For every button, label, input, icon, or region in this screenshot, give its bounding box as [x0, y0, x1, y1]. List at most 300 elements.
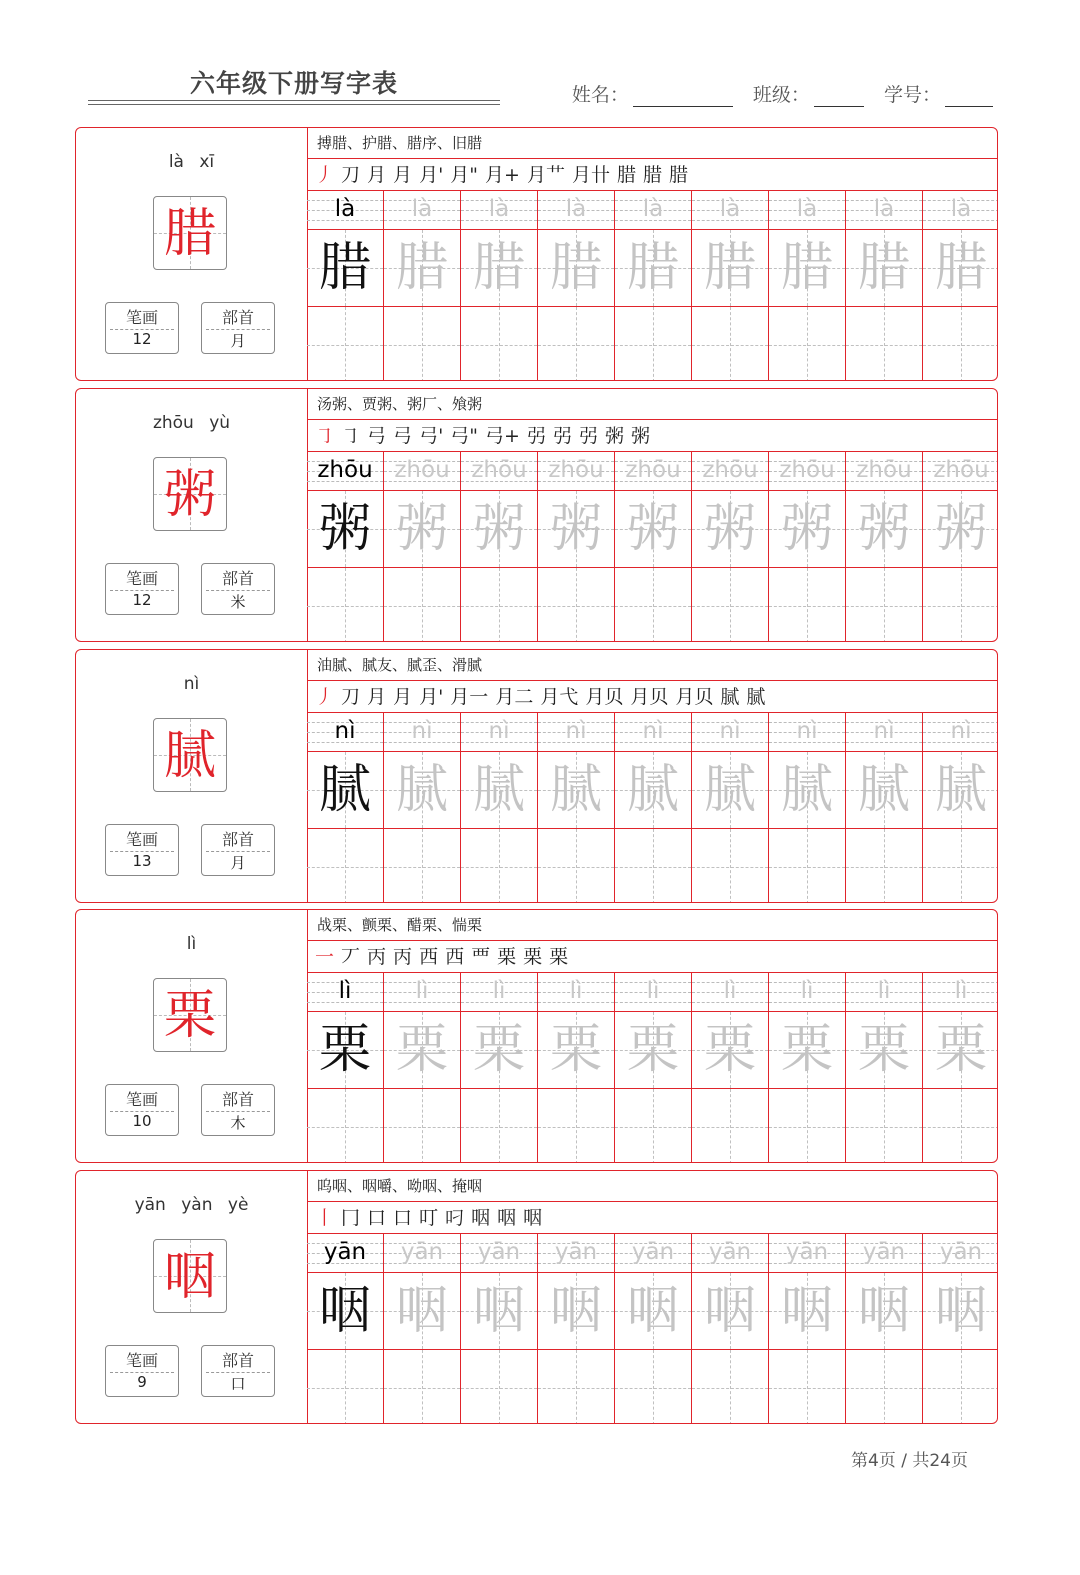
page-header: [88, 60, 998, 110]
blank-writing-cell[interactable]: [538, 1350, 615, 1424]
stroke-count-value: 10: [132, 1112, 152, 1130]
pinyin-trace: zhōu: [471, 457, 527, 483]
blank-writing-cell[interactable]: [307, 1089, 384, 1163]
pinyin-trace: yān: [939, 1239, 983, 1265]
pinyin-trace: là: [411, 196, 433, 222]
blank-writing-cell[interactable]: [846, 1350, 923, 1424]
student-fields: [558, 80, 993, 107]
stroke-step: 月: [367, 164, 387, 186]
class-label: 班级：: [752, 84, 810, 106]
blank-writing-cell[interactable]: [615, 568, 692, 642]
blank-writing-cell[interactable]: [769, 1350, 846, 1424]
blank-writing-cell[interactable]: [384, 568, 461, 642]
blank-writing-cell[interactable]: [692, 1089, 769, 1163]
character-trace: 栗: [472, 1020, 525, 1080]
character-trace: 栗: [934, 1020, 987, 1080]
stroke-step: 腊: [643, 164, 663, 186]
blank-writing-cell[interactable]: [769, 829, 846, 903]
pinyin-trace: là: [565, 196, 587, 222]
character-trace: 栗: [780, 1020, 833, 1080]
stroke-step: 栗: [523, 946, 543, 968]
character-trace: 咽: [395, 1281, 448, 1341]
blank-writing-cell[interactable]: [923, 1089, 998, 1163]
stroke-step: 月贝: [585, 686, 624, 708]
character-cell: [846, 230, 923, 307]
stroke-order: [307, 1202, 998, 1234]
blank-writing-cell[interactable]: [538, 1089, 615, 1163]
stroke-step: 腻: [746, 686, 766, 708]
character-trace: 腻: [626, 760, 679, 820]
stroke-step: 月艹: [526, 164, 565, 186]
pinyin-trace: là: [719, 196, 741, 222]
character-cell: [769, 1012, 846, 1089]
blank-writing-cell[interactable]: [692, 829, 769, 903]
stroke-step: 口: [393, 1207, 413, 1229]
blank-writing-cell[interactable]: [307, 568, 384, 642]
pinyin-cell: [769, 713, 846, 752]
character-card: [75, 127, 998, 381]
stroke-order: [307, 159, 998, 191]
pinyin-trace: nì: [873, 718, 895, 744]
stroke-step: 一: [315, 946, 335, 968]
character-cell: [846, 491, 923, 568]
pinyin-trace: yān: [477, 1239, 521, 1265]
stroke-step: 丙: [393, 946, 413, 968]
pinyin-cell: [384, 973, 461, 1012]
pinyin-trace: nì: [411, 718, 433, 744]
stroke-step: 刀: [341, 686, 361, 708]
pinyin-trace: zhōu: [856, 457, 912, 483]
character-cell: [923, 752, 998, 829]
pinyin-cell: [538, 191, 615, 230]
stroke-step: 月一: [450, 686, 489, 708]
character-cell: [538, 230, 615, 307]
pinyin-trace: yān: [554, 1239, 598, 1265]
stroke-step: 刀: [341, 164, 361, 186]
pinyin-trace: là: [873, 196, 895, 222]
stroke-step: 栗: [549, 946, 569, 968]
practice-panel: [307, 128, 998, 380]
stroke-count-label: 笔画: [125, 830, 158, 849]
title-underline: [88, 104, 500, 105]
character-cell: [538, 491, 615, 568]
practice-panel: [307, 910, 998, 1162]
blank-writing-cell[interactable]: [384, 1350, 461, 1424]
stroke-count-label: 笔画: [125, 308, 158, 327]
stroke-step: 丙: [367, 946, 387, 968]
character-trace: 腊: [934, 238, 987, 298]
character-model: 腊: [318, 238, 371, 298]
character-trace: 腻: [395, 760, 448, 820]
pinyin-model: zhōu: [317, 457, 373, 483]
character-pinyin: nì: [183, 674, 200, 694]
character-box: [153, 457, 227, 531]
pinyin-cell: [923, 1234, 998, 1273]
pinyin-model: nì: [334, 718, 356, 744]
character-trace: 粥: [780, 499, 833, 559]
stroke-count-box: [105, 1084, 179, 1136]
practice-grid: [307, 452, 998, 642]
pinyin-trace: lì: [723, 978, 737, 1004]
page-title: 六年级下册写字表: [189, 69, 398, 98]
stroke-order: [307, 681, 998, 713]
blank-writing-cell[interactable]: [846, 829, 923, 903]
character-glyph: 腻: [163, 726, 216, 786]
character-cell: [307, 230, 384, 307]
stroke-step: 月弋: [540, 686, 579, 708]
stroke-order: [307, 941, 998, 973]
pinyin-cell: [846, 191, 923, 230]
pinyin-cell: [307, 452, 384, 491]
blank-writing-cell[interactable]: [846, 307, 923, 381]
character-info-panel: [76, 389, 308, 641]
blank-writing-cell[interactable]: [923, 1350, 998, 1424]
character-trace: 咽: [472, 1281, 525, 1341]
character-cell: [846, 1012, 923, 1089]
blank-writing-cell[interactable]: [538, 307, 615, 381]
pinyin-cell: [461, 191, 538, 230]
blank-writing-cell[interactable]: [461, 1350, 538, 1424]
pinyin-cell: [461, 973, 538, 1012]
class-field[interactable]: [753, 80, 864, 107]
blank-writing-cell[interactable]: [846, 568, 923, 642]
blank-writing-cell[interactable]: [461, 1089, 538, 1163]
character-trace: 咽: [549, 1281, 602, 1341]
pinyin-cell: [307, 713, 384, 752]
stroke-count-label: 笔画: [125, 569, 158, 588]
character-trace: 腻: [472, 760, 525, 820]
stroke-step: 咽: [471, 1207, 491, 1229]
radical-box: [201, 1084, 275, 1136]
pinyin-trace: nì: [950, 718, 972, 744]
pinyin-cell: [923, 452, 998, 491]
stroke-step: 冂: [341, 1207, 361, 1229]
pinyin-model: lì: [338, 978, 352, 1004]
character-trace: 腻: [780, 760, 833, 820]
character-model: 腻: [318, 760, 371, 820]
character-cell: [692, 1012, 769, 1089]
character-trace: 粥: [703, 499, 756, 559]
blank-writing-cell[interactable]: [307, 829, 384, 903]
character-trace: 栗: [626, 1020, 679, 1080]
stroke-step: 月+: [485, 164, 520, 186]
blank-writing-cell[interactable]: [615, 1350, 692, 1424]
stroke-count-value: 12: [132, 591, 152, 609]
character-trace: 栗: [395, 1020, 448, 1080]
stroke-step: 丆: [341, 946, 361, 968]
page-number: 第4页 / 共24页: [851, 1451, 968, 1471]
character-cell: [615, 1012, 692, 1089]
pinyin-cell: [461, 713, 538, 752]
stroke-step: 月: [367, 686, 387, 708]
pinyin-cell: [538, 973, 615, 1012]
stroke-step: 月贝: [630, 686, 669, 708]
pinyin-cell: [923, 191, 998, 230]
pinyin-trace: zhōu: [702, 457, 758, 483]
character-card: [75, 388, 998, 642]
radical-box: [201, 302, 275, 354]
stroke-count-box: [105, 824, 179, 876]
pinyin-trace: là: [642, 196, 664, 222]
stroke-step: 月: [393, 164, 413, 186]
blank-writing-cell[interactable]: [846, 1089, 923, 1163]
stroke-step: 月贝: [675, 686, 714, 708]
blank-writing-cell[interactable]: [692, 307, 769, 381]
character-pinyin: là xī: [168, 152, 215, 172]
character-model: 粥: [318, 499, 371, 559]
stroke-step: ㇆: [341, 425, 361, 447]
character-cell: [461, 491, 538, 568]
blank-writing-cell[interactable]: [461, 829, 538, 903]
character-trace: 栗: [857, 1020, 910, 1080]
example-words: 搏腊、护腊、腊序、旧腊: [307, 128, 998, 159]
pinyin-trace: lì: [877, 978, 891, 1004]
character-cell: [692, 230, 769, 307]
character-trace: 腻: [857, 760, 910, 820]
blank-writing-cell[interactable]: [615, 307, 692, 381]
character-trace: 腊: [472, 238, 525, 298]
pinyin-model: là: [334, 196, 356, 222]
character-cell: [307, 752, 384, 829]
pinyin-cell: [692, 713, 769, 752]
pinyin-trace: lì: [569, 978, 583, 1004]
blank-writing-cell[interactable]: [384, 829, 461, 903]
stroke-count-box: [105, 563, 179, 615]
character-model: 咽: [318, 1281, 371, 1341]
radical-value: 月: [230, 332, 246, 350]
character-cell: [384, 1012, 461, 1089]
pinyin-model: yān: [323, 1239, 367, 1265]
stroke-count-box: [105, 1345, 179, 1397]
pinyin-cell: [615, 191, 692, 230]
blank-writing-cell[interactable]: [923, 307, 998, 381]
character-box: [153, 196, 227, 270]
pinyin-trace: lì: [492, 978, 506, 1004]
character-cell: [846, 1273, 923, 1350]
stroke-step: 月": [450, 164, 479, 186]
character-cell: [384, 752, 461, 829]
character-cell: [923, 230, 998, 307]
blank-writing-cell[interactable]: [692, 1350, 769, 1424]
radical-label: 部首: [221, 1090, 254, 1109]
example-words: 呜咽、咽嚼、呦咽、掩咽: [307, 1171, 998, 1202]
pinyin-cell: [769, 973, 846, 1012]
character-cell: [769, 491, 846, 568]
pinyin-trace: zhōu: [548, 457, 604, 483]
character-info-panel: [76, 650, 308, 902]
pinyin-cell: [846, 973, 923, 1012]
stroke-step: 弓': [419, 425, 444, 447]
pinyin-cell: [846, 713, 923, 752]
pinyin-trace: nì: [565, 718, 587, 744]
pinyin-cell: [769, 1234, 846, 1273]
radical-label: 部首: [221, 569, 254, 588]
character-trace: 栗: [703, 1020, 756, 1080]
blank-writing-cell[interactable]: [538, 829, 615, 903]
pinyin-cell: [384, 1234, 461, 1273]
stroke-step: 覀: [471, 946, 491, 968]
character-glyph: 腊: [163, 204, 216, 264]
example-words: 战栗、颤栗、醋栗、惴栗: [307, 910, 998, 941]
pinyin-cell: [307, 191, 384, 230]
pinyin-cell: [461, 452, 538, 491]
blank-writing-cell[interactable]: [692, 568, 769, 642]
stroke-count-label: 笔画: [125, 1351, 158, 1370]
stroke-count-box: [105, 302, 179, 354]
blank-writing-cell[interactable]: [615, 1089, 692, 1163]
pinyin-trace: là: [796, 196, 818, 222]
pinyin-cell: [846, 452, 923, 491]
character-cell: [538, 1012, 615, 1089]
pinyin-cell: [692, 452, 769, 491]
character-trace: 咽: [857, 1281, 910, 1341]
character-cell: [615, 1273, 692, 1350]
character-cell: [769, 1273, 846, 1350]
character-info-panel: [76, 910, 308, 1162]
character-pinyin: lì: [186, 934, 197, 954]
character-cell: [692, 752, 769, 829]
practice-grid: [307, 191, 998, 381]
practice-grid: [307, 1234, 998, 1424]
stroke-step: 口: [367, 1207, 387, 1229]
blank-writing-cell[interactable]: [615, 829, 692, 903]
blank-writing-cell[interactable]: [538, 568, 615, 642]
pinyin-trace: lì: [954, 978, 968, 1004]
stroke-step: 腻: [720, 686, 740, 708]
character-trace: 腊: [780, 238, 833, 298]
pinyin-cell: [384, 452, 461, 491]
stroke-step: ㇆: [315, 425, 335, 447]
blank-writing-cell[interactable]: [769, 1089, 846, 1163]
stroke-step: 月: [393, 686, 413, 708]
character-trace: 腻: [703, 760, 756, 820]
character-glyph: 咽: [163, 1247, 216, 1307]
blank-writing-cell[interactable]: [769, 568, 846, 642]
pinyin-cell: [846, 1234, 923, 1273]
stroke-step: 月卄: [571, 164, 610, 186]
character-card: [75, 1170, 998, 1424]
practice-grid: [307, 973, 998, 1163]
example-words: 汤粥、贾粥、粥厂、飧粥: [307, 389, 998, 420]
pinyin-trace: lì: [415, 978, 429, 1004]
stroke-step: 月': [419, 686, 444, 708]
pinyin-cell: [692, 191, 769, 230]
character-model: 栗: [318, 1020, 371, 1080]
pinyin-trace: yān: [400, 1239, 444, 1265]
character-cell: [461, 230, 538, 307]
radical-value: 口: [230, 1375, 246, 1393]
character-cell: [692, 1273, 769, 1350]
stroke-step: 弓": [450, 425, 479, 447]
character-trace: 粥: [626, 499, 679, 559]
pinyin-trace: zhōu: [779, 457, 835, 483]
pinyin-cell: [307, 1234, 384, 1273]
character-trace: 粥: [395, 499, 448, 559]
blank-writing-cell[interactable]: [384, 307, 461, 381]
pinyin-cell: [923, 713, 998, 752]
character-cell: [384, 1273, 461, 1350]
stroke-step: 粥: [605, 425, 625, 447]
character-cell: [538, 1273, 615, 1350]
blank-writing-cell[interactable]: [769, 307, 846, 381]
character-cell: [307, 1012, 384, 1089]
blank-writing-cell[interactable]: [307, 1350, 384, 1424]
blank-writing-cell[interactable]: [461, 568, 538, 642]
stroke-step: 丨: [315, 1207, 335, 1229]
stroke-step: 咽: [497, 1207, 517, 1229]
character-trace: 腊: [857, 238, 910, 298]
pinyin-cell: [923, 973, 998, 1012]
pinyin-trace: yān: [862, 1239, 906, 1265]
pinyin-trace: yān: [708, 1239, 752, 1265]
character-cell: [769, 752, 846, 829]
character-cell: [461, 752, 538, 829]
practice-panel: [307, 650, 998, 902]
character-box: [153, 718, 227, 792]
stroke-step: 弓+: [485, 425, 520, 447]
character-cell: [846, 752, 923, 829]
character-trace: 咽: [626, 1281, 679, 1341]
stroke-step: 腊: [669, 164, 689, 186]
character-card: [75, 649, 998, 903]
blank-writing-cell[interactable]: [923, 568, 998, 642]
character-cell: [923, 1273, 998, 1350]
character-cell: [692, 491, 769, 568]
character-trace: 咽: [703, 1281, 756, 1341]
pinyin-trace: nì: [719, 718, 741, 744]
character-box: [153, 978, 227, 1052]
radical-box: [201, 563, 275, 615]
pinyin-cell: [384, 191, 461, 230]
practice-panel: [307, 389, 998, 641]
character-cell: [461, 1012, 538, 1089]
pinyin-cell: [461, 1234, 538, 1273]
character-info-panel: [76, 128, 308, 380]
stroke-step: 弜: [579, 425, 599, 447]
student-id-field[interactable]: [884, 80, 993, 107]
blank-writing-cell[interactable]: [384, 1089, 461, 1163]
stroke-step: 月': [419, 164, 444, 186]
blank-writing-cell[interactable]: [307, 307, 384, 381]
blank-writing-cell[interactable]: [923, 829, 998, 903]
radical-value: 木: [230, 1114, 246, 1132]
stroke-step: 叼: [445, 1207, 465, 1229]
character-trace: 粥: [934, 499, 987, 559]
character-cell: [461, 1273, 538, 1350]
pinyin-trace: nì: [488, 718, 510, 744]
name-field[interactable]: [572, 80, 733, 107]
pinyin-trace: yān: [631, 1239, 675, 1265]
pinyin-cell: [615, 973, 692, 1012]
stroke-step: 丿: [315, 686, 335, 708]
character-cell: [384, 491, 461, 568]
blank-writing-cell[interactable]: [461, 307, 538, 381]
stroke-order: [307, 420, 998, 452]
character-glyph: 粥: [163, 465, 216, 525]
pinyin-cell: [692, 1234, 769, 1273]
example-words: 油腻、腻友、腻歪、滑腻: [307, 650, 998, 681]
pinyin-trace: zhōu: [933, 457, 989, 483]
character-trace: 栗: [549, 1020, 602, 1080]
character-trace: 粥: [549, 499, 602, 559]
stroke-count-value: 12: [132, 330, 152, 348]
stroke-count-label: 笔画: [125, 1090, 158, 1109]
pinyin-trace: lì: [800, 978, 814, 1004]
stroke-step: 丿: [315, 164, 335, 186]
character-cell: [923, 491, 998, 568]
character-card: [75, 909, 998, 1163]
character-cell: [307, 1273, 384, 1350]
